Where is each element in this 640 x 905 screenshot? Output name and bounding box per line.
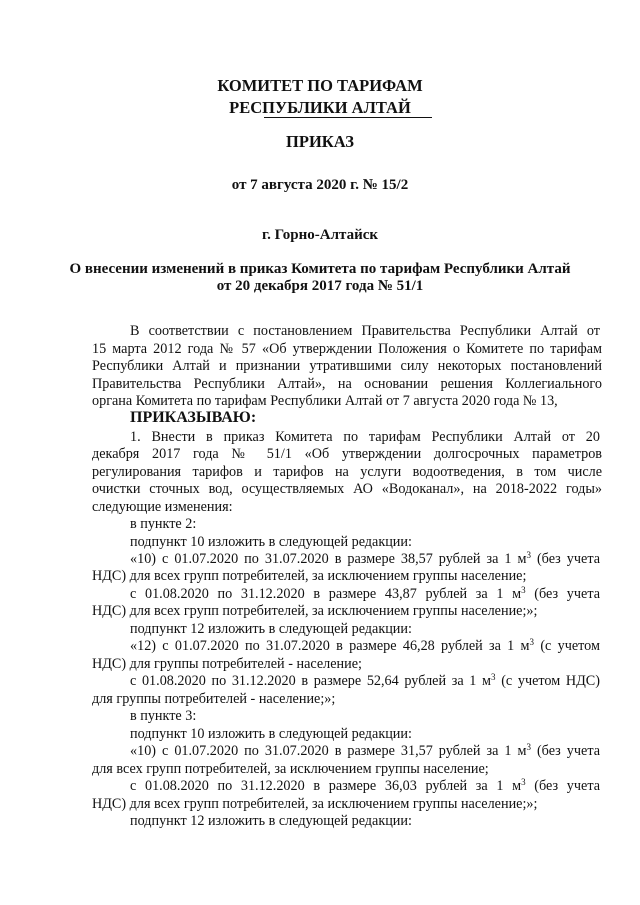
rate-text-tail: (без учета (530, 551, 600, 567)
section2-heading: в пункте 2: (130, 516, 197, 532)
rate-text: «12) с 01.07.2020 по 31.07.2020 в размере 46,28 рублей за 1 м (130, 638, 530, 654)
section2-sub10-b-cont: НДС) для всех групп потребителей, за исключением группы население;»; (92, 603, 538, 619)
section2-sub10-a-cont: НДС) для всех групп потребителей, за исключением группы население; (92, 568, 527, 584)
doc-title-line2: от 20 декабря 2017 года № 51/1 (216, 278, 424, 294)
doc-city: г. Горно-Алтайск (261, 227, 379, 243)
org-name-line1: КОМИТЕТ ПО ТАРИФАМ (217, 76, 423, 95)
cube-sup: 3 (529, 637, 535, 647)
preamble-line: органа Комитета по тарифам Республики Алтай от 7 августа 2020 года № 13, (92, 393, 558, 409)
section2-sub12-intro: подпункт 12 изложить в следующей редакции: (130, 621, 412, 637)
rate-text-tail: (без учета (525, 778, 601, 794)
section2-sub10-intro: подпункт 10 изложить в следующей редакции: (130, 534, 412, 550)
rate-text: с 01.08.2020 по 31.12.2020 в размере 36,03 рублей за 1 м (130, 778, 522, 794)
item1-line: 1. Внести в приказ Комитета по тарифам Республики Алтай от 20 (130, 429, 600, 445)
rate-text: с 01.08.2020 по 31.12.2020 в размере 52,64 рублей за 1 м (130, 673, 492, 689)
order-word: ПРИКАЗЫВАЮ: (130, 409, 257, 426)
cube-sup: 3 (491, 672, 496, 682)
item1-line: следующие изменения: (92, 499, 233, 515)
section3-sub10-b (130, 778, 600, 795)
rate-text-tail: (без учета (530, 743, 600, 759)
cube-sup: 3 (521, 585, 526, 595)
doc-title-line1: О внесении изменений в приказ Комитета по тарифам Республики Алтай (69, 261, 571, 277)
section3-sub10-a (130, 743, 600, 760)
item1-line: очистки сточных вод, осуществляемых АО «Водоканал», на 2018-2022 годы» (92, 481, 602, 497)
section2-sub10-a (130, 551, 600, 568)
doc-type: ПРИКАЗ (286, 132, 354, 151)
item1-line: декабря 2017 года № 51/1 «Об утверждении долгосрочных параметров (92, 446, 602, 462)
cube-sup: 3 (521, 777, 526, 787)
section2-sub12-b-cont: для группы потребителей - население;»; (92, 691, 336, 707)
doc-date-number: от 7 августа 2020 г. № 15/2 (231, 177, 409, 193)
section2-sub10-b (130, 586, 600, 603)
preamble-line: В соответствии с постановлением Правительства Республики Алтай от (130, 323, 600, 339)
rate-text-tail: (без учета (525, 586, 601, 602)
section3-sub10-intro: подпункт 10 изложить в следующей редакции: (130, 726, 412, 742)
preamble-line: 15 марта 2012 года № 57 «Об утверждении Положения о Комитете по тарифам (92, 341, 602, 357)
section2-sub12-a-cont: НДС) для группы потребителей - население; (92, 656, 362, 672)
section2-sub12-a (130, 638, 600, 655)
rate-text-tail: (с учетом (534, 638, 600, 654)
header-underline (264, 117, 432, 118)
rate-text: «10) с 01.07.2020 по 31.07.2020 в размере 31,57 рублей за 1 м (130, 743, 527, 759)
section3-sub12-intro: подпункт 12 изложить в следующей редакции: (130, 813, 412, 829)
org-name-line2: РЕСПУБЛИКИ АЛТАЙ (229, 98, 411, 117)
section3-heading: в пункте 3: (130, 708, 197, 724)
section2-sub12-b (130, 673, 600, 690)
cube-sup: 3 (526, 550, 531, 560)
preamble-line: Республики Алтай и признании утратившими силу некоторых постановлений (92, 358, 602, 374)
item1-line: регулирования тарифов и тарифов на услуги водоотведения, в том числе (92, 464, 602, 480)
rate-text: с 01.08.2020 по 31.12.2020 в размере 43,87 рублей за 1 м (130, 586, 522, 602)
section3-sub10-a-cont: для всех групп потребителей, за исключением группы население; (92, 761, 489, 777)
preamble-line: Правительства Республики Алтай», на основании решения Коллегиального (92, 376, 602, 392)
section3-sub10-b-cont: НДС) для всех групп потребителей, за исключением группы население;»; (92, 796, 538, 812)
rate-text-tail: (с учетом НДС) (495, 673, 600, 689)
rate-text: «10) с 01.07.2020 по 31.07.2020 в размере 38,57 рублей за 1 м (130, 551, 527, 567)
cube-sup: 3 (526, 742, 531, 752)
